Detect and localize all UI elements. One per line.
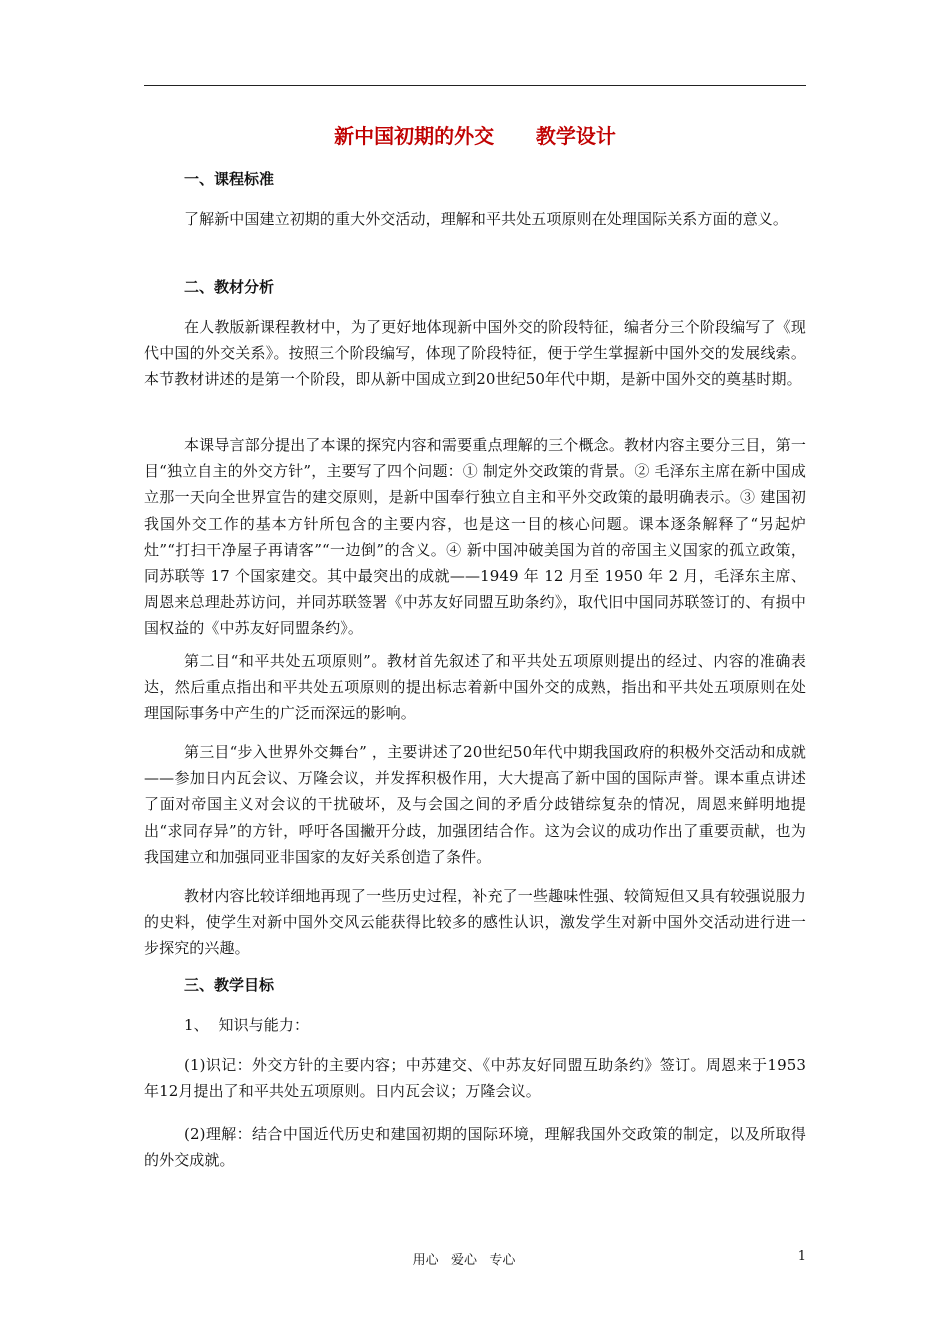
paragraph-analysis-2: 本课导言部分提出了本课的探究内容和需要重点理解的三个概念。教材内容主要分三目，第一目“独立自主的外交方针”，主要写了四个问题：① 制定外交政策的背景。② 毛泽东主席在新中国成立那一天向全世界宣告的建交原则，是新中国奉行独立自主和平外交政策的最明确表示。③ 建国初我国外交工作的基本方针所包含的主要内容，也是这一目的核心问题。课本逐条解释了“另起炉灶”“打扫干净屋子再请客”“一边倒”的含义。④ 新中国冲破美国为首的帝国主义国家的孤立政策，同苏联等 17 个国家建交。其中最突出的成就——1949 年 12 月至 1950 年 2 月，毛泽东主席、周恩来总理赴苏访问，并同苏联签署《中苏友好同盟互助条约》，取代旧中国同苏联签订的、有损中国权益的《中苏友好同盟条约》。 [144,436,806,638]
paragraph-analysis-3: 第二目“和平共处五项原则”。教材首先叙述了和平共处五项原则提出的经过、内容的准确表达，然后重点指出和平共处五项原则的提出标志着新中国外交的成熟，指出和平共处五项原则在处理国际事务中产生的广泛而深远的影响。 [144,652,806,723]
goal-item-memorize: (1)识记：外交方针的主要内容；中苏建交、《中苏友好同盟互助条约》签订。周恩来于1953 年12月提出了和平共处五项原则。日内瓦会议；万隆会议。 [144,1056,806,1101]
paragraph-curriculum-standard: 了解新中国建立初期的重大外交活动，理解和平共处五项原则在处理国际关系方面的意义。 [184,210,789,228]
goal-item-understand: (2)理解：结合中国近代历史和建国初期的国际环境，理解我国外交政策的制定，以及所取得的外交成就。 [144,1125,806,1170]
paragraph-analysis-5: 教材内容比较详细地再现了一些历史过程，补充了一些趣味性强、较简短但又具有较强说服力的史料，使学生对新中国外交风云能获得比较多的感性认识，激发学生对新中国外交活动进行进一步探究的兴趣。 [144,887,806,958]
section-heading-curriculum-standard: 一、课程标准 [184,170,275,188]
section-heading-teaching-goals: 三、教学目标 [184,976,275,994]
header-rule [144,85,806,86]
footer-motto: 用心 爱心 专心 [412,1253,516,1268]
paragraph-analysis-1: 在人教版新课程教材中，为了更好地体现新中国外交的阶段特征，编者分三个阶段编写了《现代中国的外交关系》。按照三个阶段编写，体现了阶段特征，便于学生掌握新中国外交的发展线索。本节教材讲述的是第一个阶段，即从新中国成立到20世纪50年代中期，是新中国外交的奠基时期。 [144,318,806,389]
section-heading-textbook-analysis: 二、教材分析 [184,278,275,296]
paragraph-analysis-4: 第三目“步入世界外交舞台” ，主要讲述了20世纪50年代中期我国政府的积极外交活动和成就——参加日内瓦会议、万隆会议，并发挥积极作用，大大提高了新中国的国际声誉。课本重点讲述了面对帝国主义对会议的干扰破坏，及与会国之间的矛盾分歧错综复杂的情况，周恩来鲜明地提出“求同存异”的方针，呼吁各国撇开分歧，加强团结合作。这为会议的成功作出了重要贡献，也为我国建立和加强同亚非国家的友好关系创造了条件。 [144,743,806,866]
page-number: 1 [797,1249,806,1264]
goal-knowledge-ability: 1、 知识与能力： [184,1016,310,1034]
document-title: 新中国初期的外交 教学设计 [334,124,616,148]
